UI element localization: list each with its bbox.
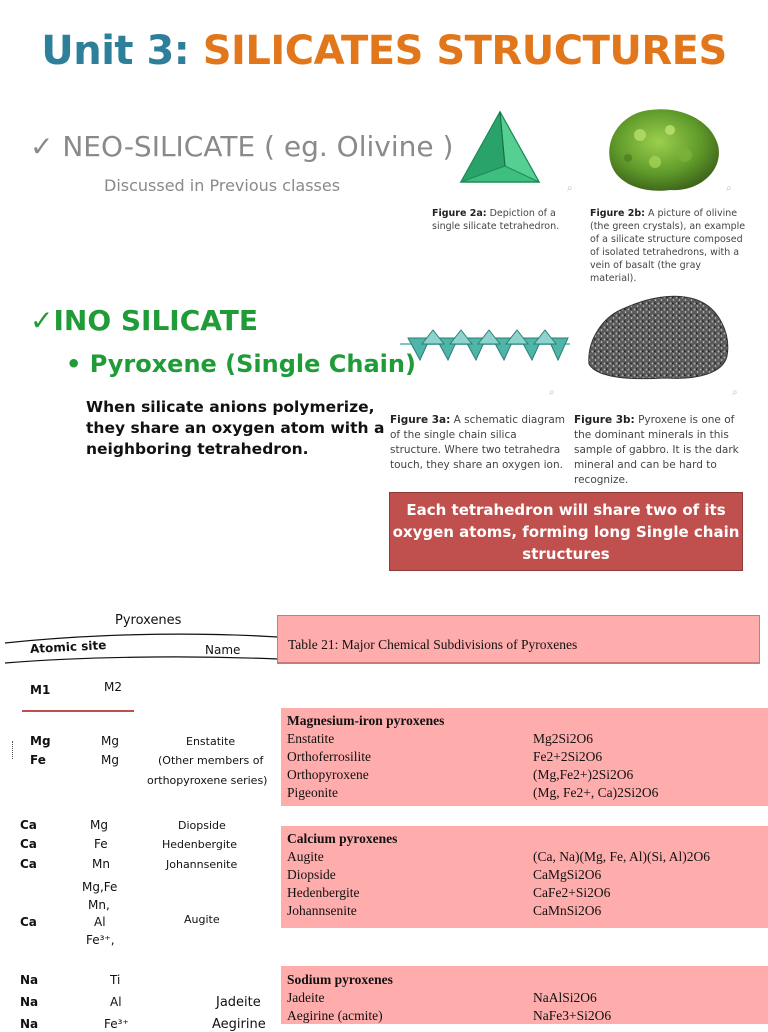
- title-main: SILICATES STRUCTURES: [202, 28, 727, 74]
- zoom-icon[interactable]: ⌕: [549, 387, 555, 398]
- olivine-rock-image: [600, 100, 725, 196]
- pyroxene-bullet: • Pyroxene (Single Chain): [66, 350, 416, 378]
- pyroxene-site-table: Pyroxenes Atomic site Name M1 M2 Mg Mg Enstatite Fe Mg (Other members of orthopyroxene series) Ca Mg Diopside Ca Fe Hedenbergite Ca Mn Johannsenite Mg,Fe Mn, Ca Al Augite Fe³⁺, Na Ti Na Al Jadeite Na Fe³⁺ Aegirine: [0, 603, 280, 1024]
- col-m1: M1: [30, 683, 51, 697]
- title-prefix: Unit 3:: [41, 28, 190, 74]
- zoom-icon[interactable]: ⌕: [726, 183, 732, 194]
- group-calcium: Calcium pyroxenes Augite Diopside Hedenbergite Johannsenite (Ca, Na)(Mg, Fe, Al)(Si, Al)2O6 CaMgSi2O6 CaFe2+Si2O6 CaMnSi2O6: [281, 826, 768, 928]
- right-table-title: Table 21: Major Chemical Subdivisions of Pyroxenes: [288, 637, 578, 652]
- group-sodium: Sodium pyroxenes Jadeite Aegirine (acmite) NaAlSi2O6 NaFe3+Si2O6: [281, 966, 768, 1024]
- right-table-title-band: [277, 615, 760, 663]
- col-m2: M2: [104, 680, 122, 694]
- neo-silicate-subtitle: Discussed in Previous classes: [104, 176, 341, 195]
- col-name: Name: [205, 643, 241, 657]
- figure-2b-caption: Figure 2b: A picture of olivine (the green crystals), an example of a silicate structure composed of isolated tetrahedrons, with a vein of basalt (the gray material).: [590, 208, 746, 284]
- m-underline: [22, 710, 134, 712]
- polymerize-text: When silicate anions polymerize, they share an oxygen atom with a neighboring tetrahedron.: [86, 398, 385, 458]
- neo-silicate-heading: ✓ NEO-SILICATE ( eg. Olivine ): [30, 130, 454, 163]
- single-chain-figure: [400, 326, 570, 366]
- callout-box: Each tetrahedron will share two of its oxygen atoms, forming long Single chain structures: [389, 492, 743, 571]
- zoom-icon[interactable]: ⌕: [567, 183, 573, 194]
- col-atomic-site: Atomic site: [29, 638, 107, 656]
- zoom-icon[interactable]: ⌕: [732, 387, 738, 398]
- tetrahedron-figure: [455, 110, 545, 190]
- bracket-mark: [12, 741, 20, 759]
- figure-3a-caption: Figure 3a: A schematic diagram of the single chain silica structure. Where two tetrahedra touch, they share an oxygen ion.: [390, 414, 565, 471]
- figure-2a-caption: Figure 2a: Depiction of a single silicate tetrahedron.: [432, 208, 560, 232]
- group-magnesium-iron: Magnesium-iron pyroxenes Enstatite Orthoferrosilite Orthopyroxene Pigeonite Mg2Si2O6 Fe2+2Si2O6 (Mg,Fe2+)2Si2O6 (Mg, Fe2+, Ca)2Si2O6: [281, 708, 768, 806]
- gabbro-rock-image: [585, 290, 735, 382]
- page-title: [0, 28, 768, 74]
- figure-3b-caption: Figure 3b: Pyroxene is one of the dominant minerals in this sample of gabbro. It is the dark mineral and can be hard to recognize.: [574, 414, 739, 486]
- left-table-title: Pyroxenes: [115, 613, 182, 628]
- ino-silicate-heading: ✓INO SILICATE: [30, 304, 258, 337]
